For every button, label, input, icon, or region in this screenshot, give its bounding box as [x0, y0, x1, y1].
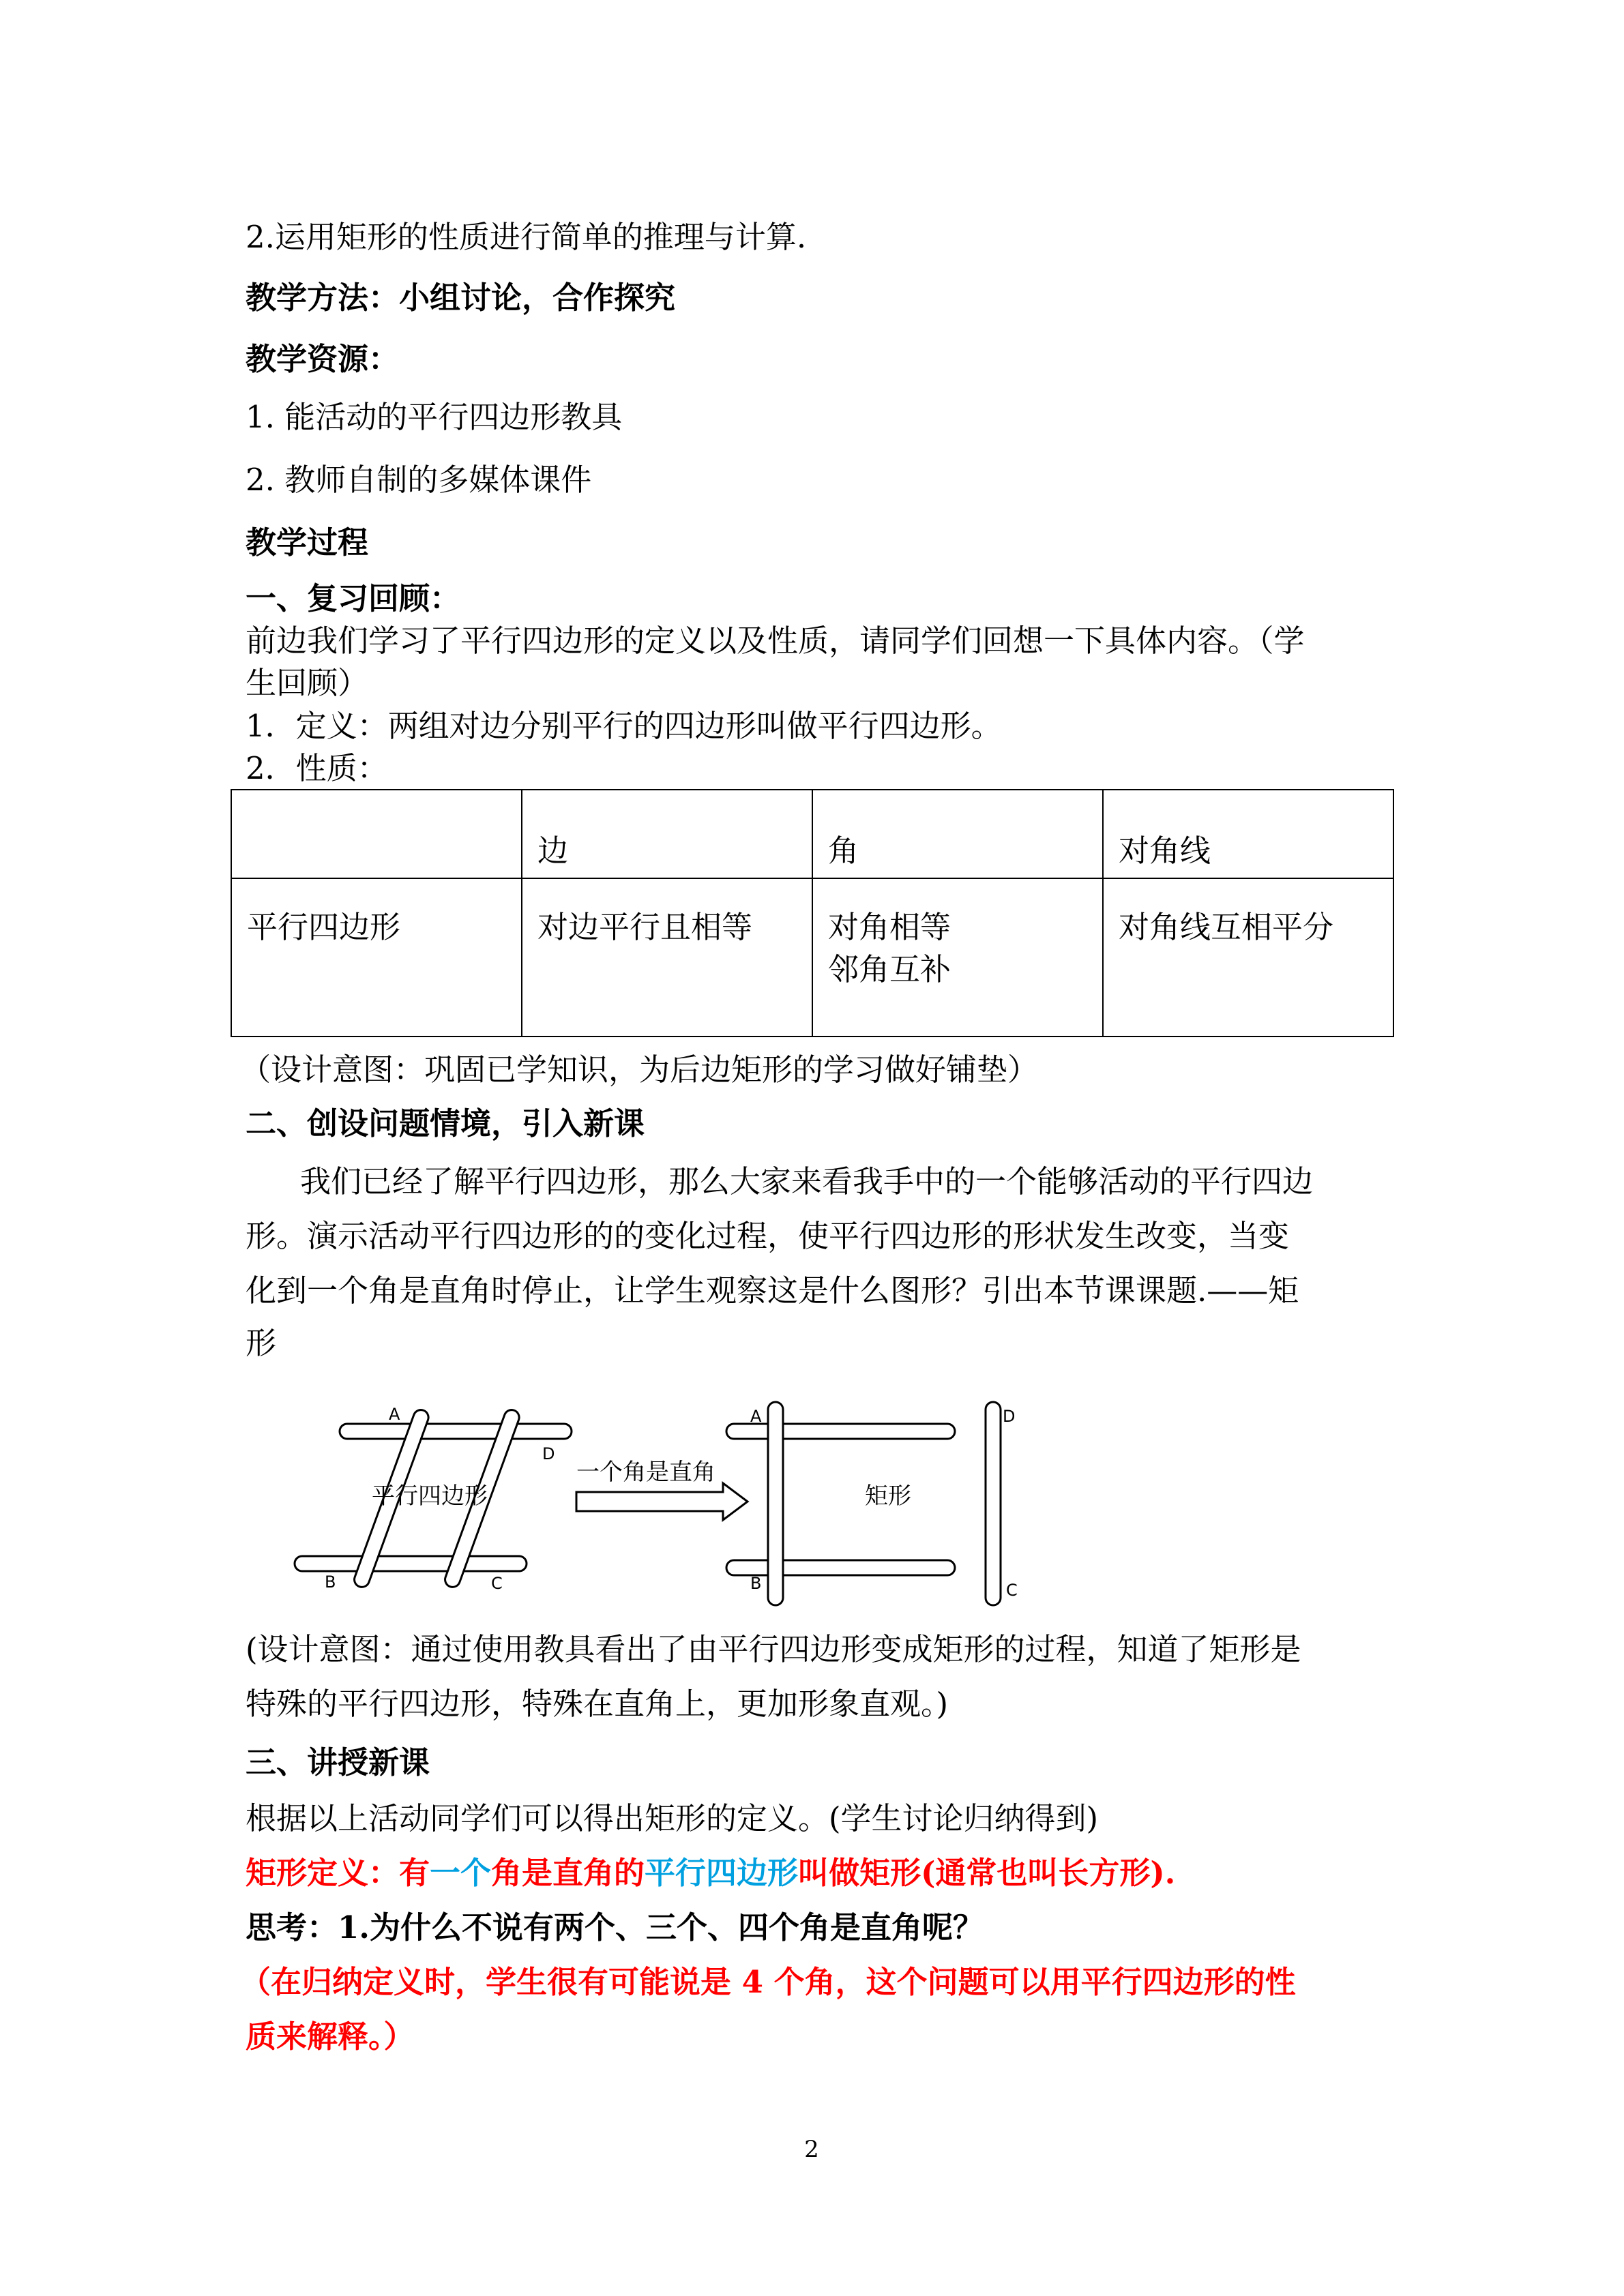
- review-title: 一、复习回顾：: [246, 580, 461, 616]
- rectangle-right-stick: [986, 1402, 1001, 1605]
- design-intent-2-line-1: (设计意图：通过使用教具看出了由平行四边形变成矩形的过程，知道了矩形是: [246, 1631, 1301, 1667]
- parallelogram-to-rectangle-figure: [286, 1391, 1071, 1609]
- properties-table: [231, 789, 1394, 1037]
- table-header-row: [231, 790, 1393, 878]
- parallelogram-top-stick: [340, 1424, 572, 1439]
- teaching-method: 教学方法：小组讨论，合作探究: [246, 280, 676, 316]
- page-number: 2: [804, 2136, 819, 2163]
- think-answer-line-1: （在归纳定义时，学生很有可能说是 4 个角，这个问题可以用平行四边形的性: [240, 1964, 1296, 2000]
- process-title: 教学过程: [246, 524, 369, 561]
- section-2-paragraph-3: 化到一个角是直角时停止，让学生观察这是什么图形？引出本节课课题.——矩: [246, 1272, 1299, 1309]
- table-cell-side: 对边平行且相等: [522, 878, 812, 1037]
- rectangle-vertex-c: C: [1006, 1581, 1018, 1600]
- resource-2: 2. 教师自制的多媒体课件: [246, 462, 592, 498]
- table-header-diagonal: 对角线: [1103, 790, 1393, 878]
- table-row: [231, 878, 1393, 1037]
- review-text-1: 前边我们学习了平行四边形的定义以及性质，请同学们回想一下具体内容。（学: [246, 623, 1305, 659]
- section-2-paragraph-1: 我们已经了解平行四边形，那么大家来看我手中的一个能够活动的平行四边: [300, 1163, 1314, 1199]
- rectangle-vertex-a: A: [750, 1407, 762, 1426]
- parallelogram-vertex-a: A: [389, 1405, 400, 1424]
- rectangle-vertex-b: B: [750, 1574, 762, 1593]
- table-cell-angle: [812, 878, 1103, 1037]
- resources-title: 教学资源：: [246, 341, 400, 377]
- section-2-title: 二、创设问题情境，引入新课: [246, 1105, 645, 1142]
- arrow-label: 一个角是直角: [576, 1459, 715, 1486]
- resource-1: 1. 能活动的平行四边形教具: [246, 399, 623, 435]
- definition: 1．定义：两组对边分别平行的四边形叫做平行四边形。: [246, 708, 1002, 744]
- rectangle-bottom-stick: [726, 1560, 955, 1575]
- parallelogram-vertex-b: B: [325, 1572, 336, 1592]
- section-3-paragraph-1: 根据以上活动同学们可以得出矩形的定义。(学生讨论归纳得到): [246, 1800, 1099, 1836]
- rectangle-definition-part-4: 平行四边形: [645, 1855, 799, 1891]
- section-2-paragraph-2: 形。演示活动平行四边形的的变化过程，使平行四边形的形状发生改变，当变: [246, 1218, 1290, 1254]
- rectangle-definition-part-1: 矩形定义：有: [246, 1855, 430, 1891]
- design-intent-2-line-2: 特殊的平行四边形，特殊在直角上，更加形象直观。): [246, 1686, 949, 1722]
- section-2-paragraph-4: 形: [246, 1325, 277, 1361]
- rectangle-top-stick: [726, 1424, 955, 1439]
- transform-arrow: [576, 1483, 748, 1520]
- parallelogram-label: 平行四边形: [372, 1482, 488, 1510]
- rectangle-definition-part-3: 角是直角的: [491, 1855, 645, 1891]
- table-cell-name: 平行四边形: [231, 878, 522, 1037]
- parallelogram-bottom-stick: [295, 1556, 527, 1571]
- rectangle-definition-part-2: 一个: [430, 1855, 492, 1891]
- table-header-side: 边: [522, 790, 812, 878]
- rectangle-label: 矩形: [865, 1482, 911, 1510]
- parallelogram-vertex-c: C: [491, 1574, 503, 1593]
- table-header-angle: 角: [812, 790, 1103, 878]
- rectangle-definition-part-5: 叫做矩形(通常也叫长方形).: [798, 1855, 1176, 1891]
- rectangle-definition: [246, 1853, 1175, 1894]
- think-question: 思考：1.为什么不说有两个、三个、四个角是直角呢？: [246, 1909, 984, 1945]
- parallelogram-vertex-d: D: [542, 1444, 555, 1463]
- goal-2: 2.运用矩形的性质进行简单的推理与计算.: [246, 219, 807, 255]
- table-cell-angle-1: 对角相等: [828, 909, 951, 945]
- table-cell-diagonal: 对角线互相平分: [1103, 878, 1393, 1037]
- table-cell-angle-2: 邻角互补: [828, 951, 951, 987]
- properties-label: 2．性质：: [246, 750, 388, 786]
- design-intent-1: （设计意图：巩固已学知识，为后边矩形的学习做好铺垫）: [240, 1052, 1039, 1088]
- rectangle-vertex-d: D: [1003, 1407, 1016, 1426]
- rectangle-left-stick: [768, 1402, 783, 1605]
- section-3-title: 三、讲授新课: [246, 1744, 430, 1780]
- table-header-empty: [231, 790, 522, 878]
- think-answer-line-2: 质来解释。）: [246, 2018, 415, 2055]
- review-text-2: 生回顾）: [246, 665, 369, 701]
